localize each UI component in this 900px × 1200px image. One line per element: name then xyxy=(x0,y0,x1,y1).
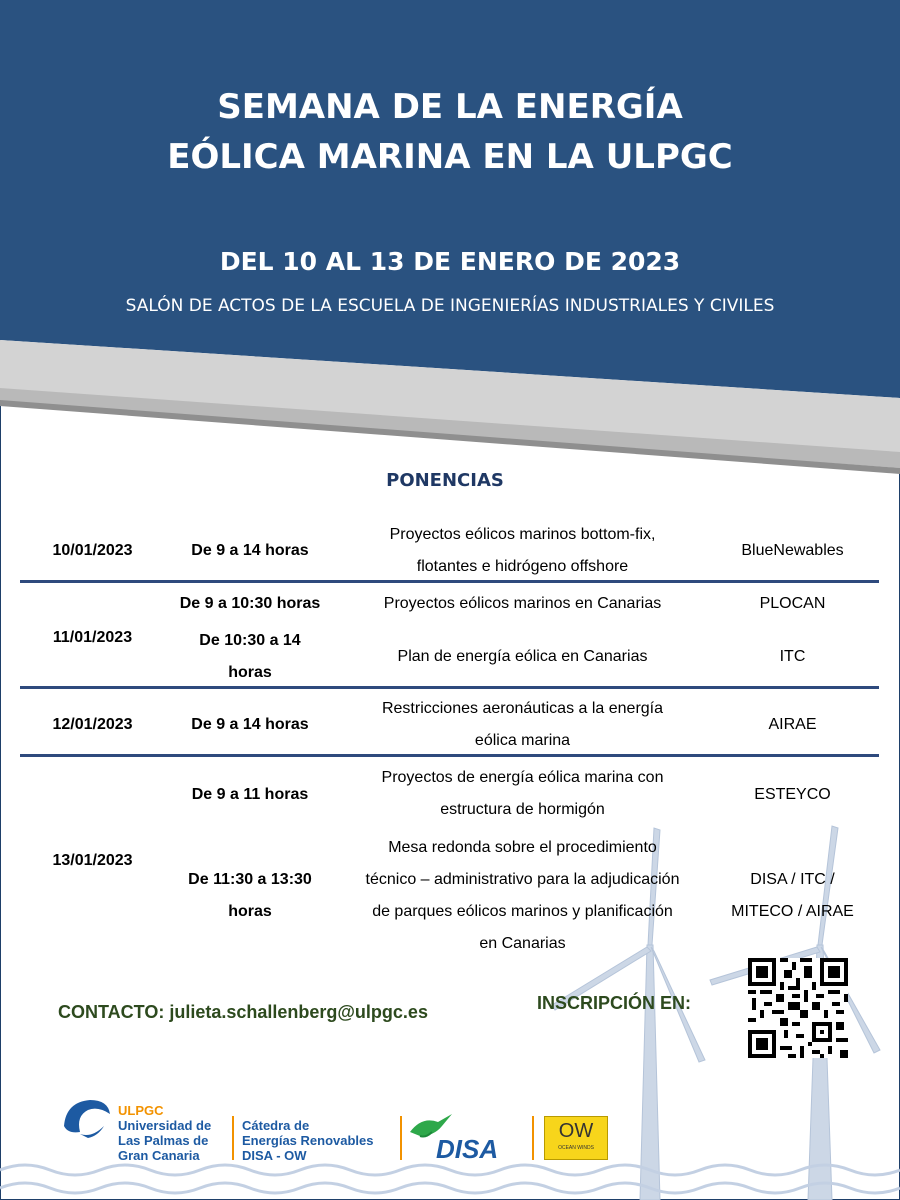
schedule-date: 12/01/2023 xyxy=(52,716,133,733)
schedule-speaker: ESTEYCO xyxy=(754,786,831,803)
logo-divider xyxy=(532,1116,534,1160)
catedra-name xyxy=(242,1118,402,1163)
schedule-hours: horas xyxy=(228,664,272,681)
ulpgc-name-line: Gran Canaria xyxy=(118,1148,200,1163)
schedule-hours: De 10:30 a 14 xyxy=(199,632,301,649)
logo-divider xyxy=(400,1116,402,1160)
registration-qr-code[interactable] xyxy=(748,958,848,1058)
schedule-topic: Mesa redonda sobre el procedimiento xyxy=(388,839,657,856)
catedra-name-line: Energías Renovables xyxy=(242,1133,374,1148)
schedule-topic: técnico – administrativo para la adjudicación xyxy=(365,871,680,888)
ulpgc-name-line: Universidad de xyxy=(118,1118,212,1133)
catedra-name-line: DISA - OW xyxy=(242,1148,307,1163)
schedule-topic: Plan de energía eólica en Canarias xyxy=(397,648,648,665)
ow-logo-subtext: OCEAN WINDS xyxy=(558,1145,594,1151)
row-divider xyxy=(20,754,879,757)
sea-waves xyxy=(0,1165,900,1193)
ulpgc-logo-icon xyxy=(58,1096,114,1140)
contact-email[interactable]: CONTACTO: julieta.schallenberg@ulpgc.es xyxy=(58,1002,428,1022)
ulpgc-name xyxy=(118,1118,233,1163)
event-venue: SALÓN DE ACTOS DE LA ESCUELA DE INGENIERÍAS INDUSTRIALES Y CIVILES xyxy=(125,296,775,316)
schedule-speaker: PLOCAN xyxy=(759,595,826,612)
disa-logo: DISA xyxy=(436,1134,499,1164)
row-divider xyxy=(20,686,879,689)
schedule-speaker: MITECO / AIRAE xyxy=(731,903,854,920)
schedule-topic: en Canarias xyxy=(479,935,566,952)
schedule-date: 10/01/2023 xyxy=(52,542,133,559)
schedule-speaker: ITC xyxy=(779,648,806,665)
schedule-speaker: BlueNewables xyxy=(741,542,844,559)
schedule-topic: Restricciones aeronáuticas a la energía xyxy=(381,700,664,717)
schedule-topic: de parques eólicos marinos y planificación xyxy=(372,903,673,920)
schedule-date: 11/01/2023 xyxy=(52,629,133,646)
schedule-topic: eólica marina xyxy=(474,732,571,749)
ow-logo xyxy=(544,1116,608,1160)
schedule-topic: estructura de hormigón xyxy=(440,801,605,818)
row-divider xyxy=(20,580,879,583)
section-title: PONENCIAS xyxy=(386,470,504,491)
schedule-topic: Proyectos de energía eólica marina con xyxy=(381,769,664,786)
ulpgc-abbreviation: ULPGC xyxy=(118,1103,164,1118)
schedule-hours: De 9 a 10:30 horas xyxy=(179,595,321,612)
schedule-topic: Proyectos eólicos marinos bottom-fix, xyxy=(389,526,656,543)
header-band xyxy=(0,0,900,398)
catedra-name-line: Cátedra de xyxy=(242,1118,310,1133)
schedule-hours: De 11:30 a 13:30 xyxy=(188,871,312,888)
logo-divider xyxy=(232,1116,234,1160)
ulpgc-name-line: Las Palmas de xyxy=(118,1133,209,1148)
schedule-topic: Proyectos eólicos marinos en Canarias xyxy=(383,595,662,612)
schedule-speaker: AIRAE xyxy=(768,716,817,733)
ow-logo-text: OW xyxy=(558,1120,594,1142)
title-line-2: EÓLICA MARINA EN LA ULPGC xyxy=(167,137,733,177)
schedule-date: 13/01/2023 xyxy=(52,852,133,869)
registration-label: INSCRIPCIÓN EN: xyxy=(537,993,692,1013)
event-dates: DEL 10 AL 13 DE ENERO DE 2023 xyxy=(219,247,681,276)
schedule-hours: De 9 a 14 horas xyxy=(191,542,309,559)
schedule-hours: De 9 a 11 horas xyxy=(191,786,309,803)
schedule-speaker: DISA / ITC / xyxy=(750,871,835,888)
schedule-hours: De 9 a 14 horas xyxy=(191,716,309,733)
title-line-1: SEMANA DE LA ENERGÍA xyxy=(217,87,683,127)
schedule-hours: horas xyxy=(228,903,272,920)
schedule-topic: flotantes e hidrógeno offshore xyxy=(416,558,629,575)
